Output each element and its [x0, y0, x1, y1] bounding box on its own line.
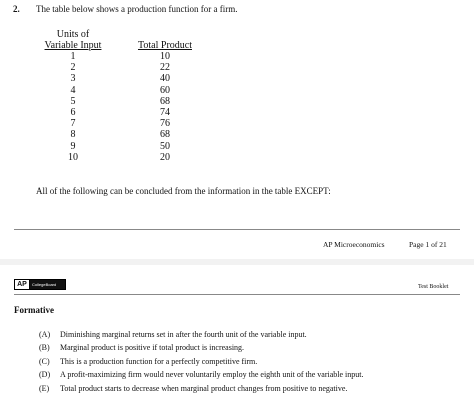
choice-label: (E) — [39, 383, 50, 393]
choice-text: Diminishing marginal returns set in after the fourth unit of the variable input. — [60, 330, 307, 339]
answer-choice-a[interactable] — [39, 328, 364, 341]
choice-label: (A) — [39, 330, 51, 339]
header-divider — [14, 294, 460, 295]
choice-label: (C) — [39, 356, 50, 366]
table-cell-product: 22 — [160, 62, 170, 74]
table-cell-product: 76 — [160, 118, 170, 130]
table-cell-input: 9 — [70, 140, 76, 152]
question-text: The table below shows a production function for a firm. — [36, 4, 238, 14]
table-cell-product: 20 — [160, 151, 170, 163]
choice-text: A profit-maximizing firm would never voluntarily employ the eighth unit of the variable input. — [60, 370, 364, 380]
footer-course-name: AP Microeconomics — [323, 240, 385, 249]
footer-divider — [14, 229, 460, 230]
choice-text: This is a production function for a perfectly competitive firm. — [60, 356, 258, 366]
answer-choice-e[interactable] — [39, 382, 364, 395]
answer-choice-c[interactable] — [39, 355, 364, 368]
table-cell-product: 40 — [160, 73, 170, 85]
total-product-column — [133, 51, 197, 163]
column-header-line-2: Variable Input — [44, 40, 102, 51]
table-cell-product: 74 — [160, 106, 170, 118]
choice-text: Total product starts to decrease when marginal product changes from positive to negative. — [60, 383, 348, 393]
question-stem: All of the following can be concluded from the information in the table EXCEPT: — [36, 186, 331, 196]
table-cell-product: 60 — [160, 84, 170, 96]
table-cell-product: 50 — [160, 140, 170, 152]
ap-logo-text: AP — [15, 280, 30, 289]
collegeboard-logo-text: CollegeBoard — [30, 280, 65, 289]
answer-choices — [39, 328, 364, 395]
column-header-variable-input — [44, 29, 102, 51]
column-header-line-1: Units of — [56, 29, 90, 40]
table-cell-product: 68 — [160, 129, 170, 141]
ap-collegeboard-logo — [14, 279, 66, 290]
table-cell-input: 5 — [70, 95, 76, 107]
table-cell-input: 7 — [70, 118, 76, 130]
choice-label: (B) — [39, 343, 50, 353]
choice-text: Marginal product is positive if total product is increasing. — [60, 343, 245, 353]
table-cell-input: 10 — [68, 151, 78, 163]
page-break — [0, 259, 474, 265]
answer-choice-d[interactable] — [39, 368, 364, 381]
table-cell-input: 2 — [70, 62, 76, 74]
table-cell-product: 68 — [160, 95, 170, 107]
choice-label: (D) — [39, 370, 51, 380]
table-cell-input: 8 — [70, 129, 76, 141]
answer-choice-b[interactable] — [39, 341, 364, 354]
table-cell-input: 3 — [70, 73, 76, 85]
column-header-total-product: Total Product — [137, 40, 192, 51]
footer-page-number: Page 1 of 21 — [409, 240, 447, 249]
test-booklet-label: Test Booklet — [418, 284, 449, 290]
section-title: Formative — [14, 305, 54, 315]
table-cell-input: 1 — [70, 51, 76, 62]
table-cell-input: 6 — [70, 106, 76, 118]
variable-input-column — [44, 51, 102, 163]
table-cell-product: 10 — [160, 51, 170, 62]
question-number: 2. — [13, 4, 20, 14]
table-cell-input: 4 — [70, 84, 76, 96]
